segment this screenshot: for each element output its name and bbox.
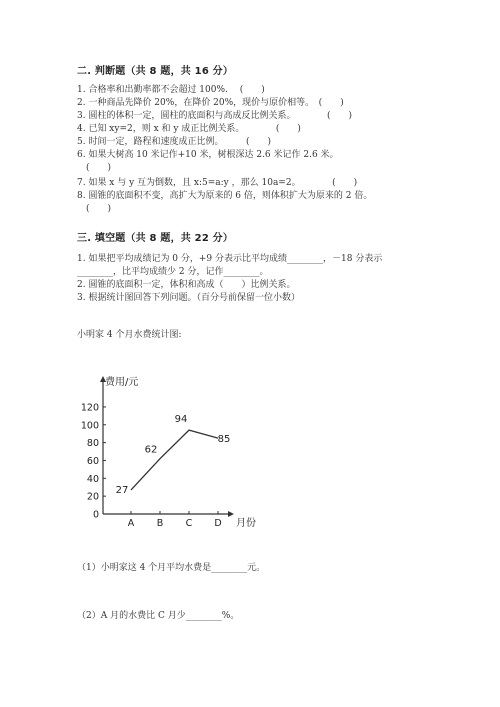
y-tick-label: 60 bbox=[86, 455, 99, 467]
fill-item-cont: ________，比平均成绩少 2 分，记作________。 bbox=[77, 267, 269, 277]
section-fill-title: 三. 填空题（共 8 题，共 22 分） bbox=[77, 233, 234, 244]
question-2: （2）A 月的水费比 C 月少________%。 bbox=[77, 611, 240, 621]
data-label: 27 bbox=[115, 484, 129, 496]
fill-item: 3. 根据统计图回答下列问题。（百分号前保留一位小数） bbox=[77, 293, 300, 303]
y-tick-label: 20 bbox=[86, 491, 99, 503]
x-axis-arrow bbox=[228, 511, 234, 517]
judgement-item: 4. 已知 xy=2，则 x 和 y 成正比例关系。 ( ) bbox=[77, 124, 301, 134]
x-axis-label: 月份 bbox=[236, 518, 256, 529]
x-tick-label: B bbox=[156, 518, 164, 529]
x-tick-label: A bbox=[127, 518, 135, 529]
section-judgement-title: 二. 判断题（共 8 题，共 16 分） bbox=[77, 66, 234, 77]
y-tick-label: 0 bbox=[92, 509, 99, 521]
water-fee-line-chart bbox=[80, 368, 280, 538]
series-line bbox=[131, 430, 218, 490]
x-tick-label: C bbox=[185, 518, 193, 529]
y-tick-label: 40 bbox=[86, 473, 99, 485]
y-tick-label: 120 bbox=[80, 402, 99, 414]
judgement-item: 8. 圆锥的底面积不变，高扩大为原来的 6 倍，则体积扩大为原来的 2 倍。 bbox=[77, 191, 373, 201]
judgement-item: 2. 一种商品先降价 20%，在降价 20%，现价与原价相等。 ( ) bbox=[77, 98, 344, 108]
fill-item: 2. 圆锥的底面积一定，体积和高成（ ）比例关系。 bbox=[77, 280, 296, 290]
y-tick-label: 80 bbox=[86, 438, 99, 450]
y-tick-label: 100 bbox=[80, 420, 99, 432]
x-tick-label: D bbox=[214, 518, 222, 529]
data-label: 94 bbox=[174, 414, 188, 426]
data-label: 62 bbox=[144, 444, 158, 456]
y-axis-label: 费用/元 bbox=[105, 377, 139, 388]
fill-item: 1. 如果把平均成绩记为 0 分，+9 分表示比平均成绩________，－18 分表示 bbox=[77, 254, 383, 264]
judgement-item: 5. 时间一定，路程和速度成正比例。 ( ) bbox=[77, 137, 271, 147]
judgement-item: 6. 如果大树高 10 米记作+10 米，树根深达 2.6 米记作 2.6 米。 bbox=[77, 150, 339, 160]
judgement-item: 7. 如果 x 与 y 互为倒数，且 x:5=a:y ，那么 10a=2。 ( ) bbox=[77, 178, 358, 188]
chart-caption: 小明家 4 个月水费统计图: bbox=[77, 330, 182, 340]
judgement-item-cont: ( ) bbox=[77, 204, 112, 214]
judgement-item: 3. 圆柱的体积一定，圆柱的底面积与高成反比例关系。 ( ) bbox=[77, 111, 352, 121]
judgement-item: 1. 合格率和出勤率都不会超过 100%. ( ) bbox=[77, 85, 265, 95]
judgement-item-cont: ( ) bbox=[77, 163, 112, 173]
question-1: （1）小明家这 4 个月平均水费是________元。 bbox=[77, 563, 266, 573]
data-label: 85 bbox=[217, 434, 231, 446]
